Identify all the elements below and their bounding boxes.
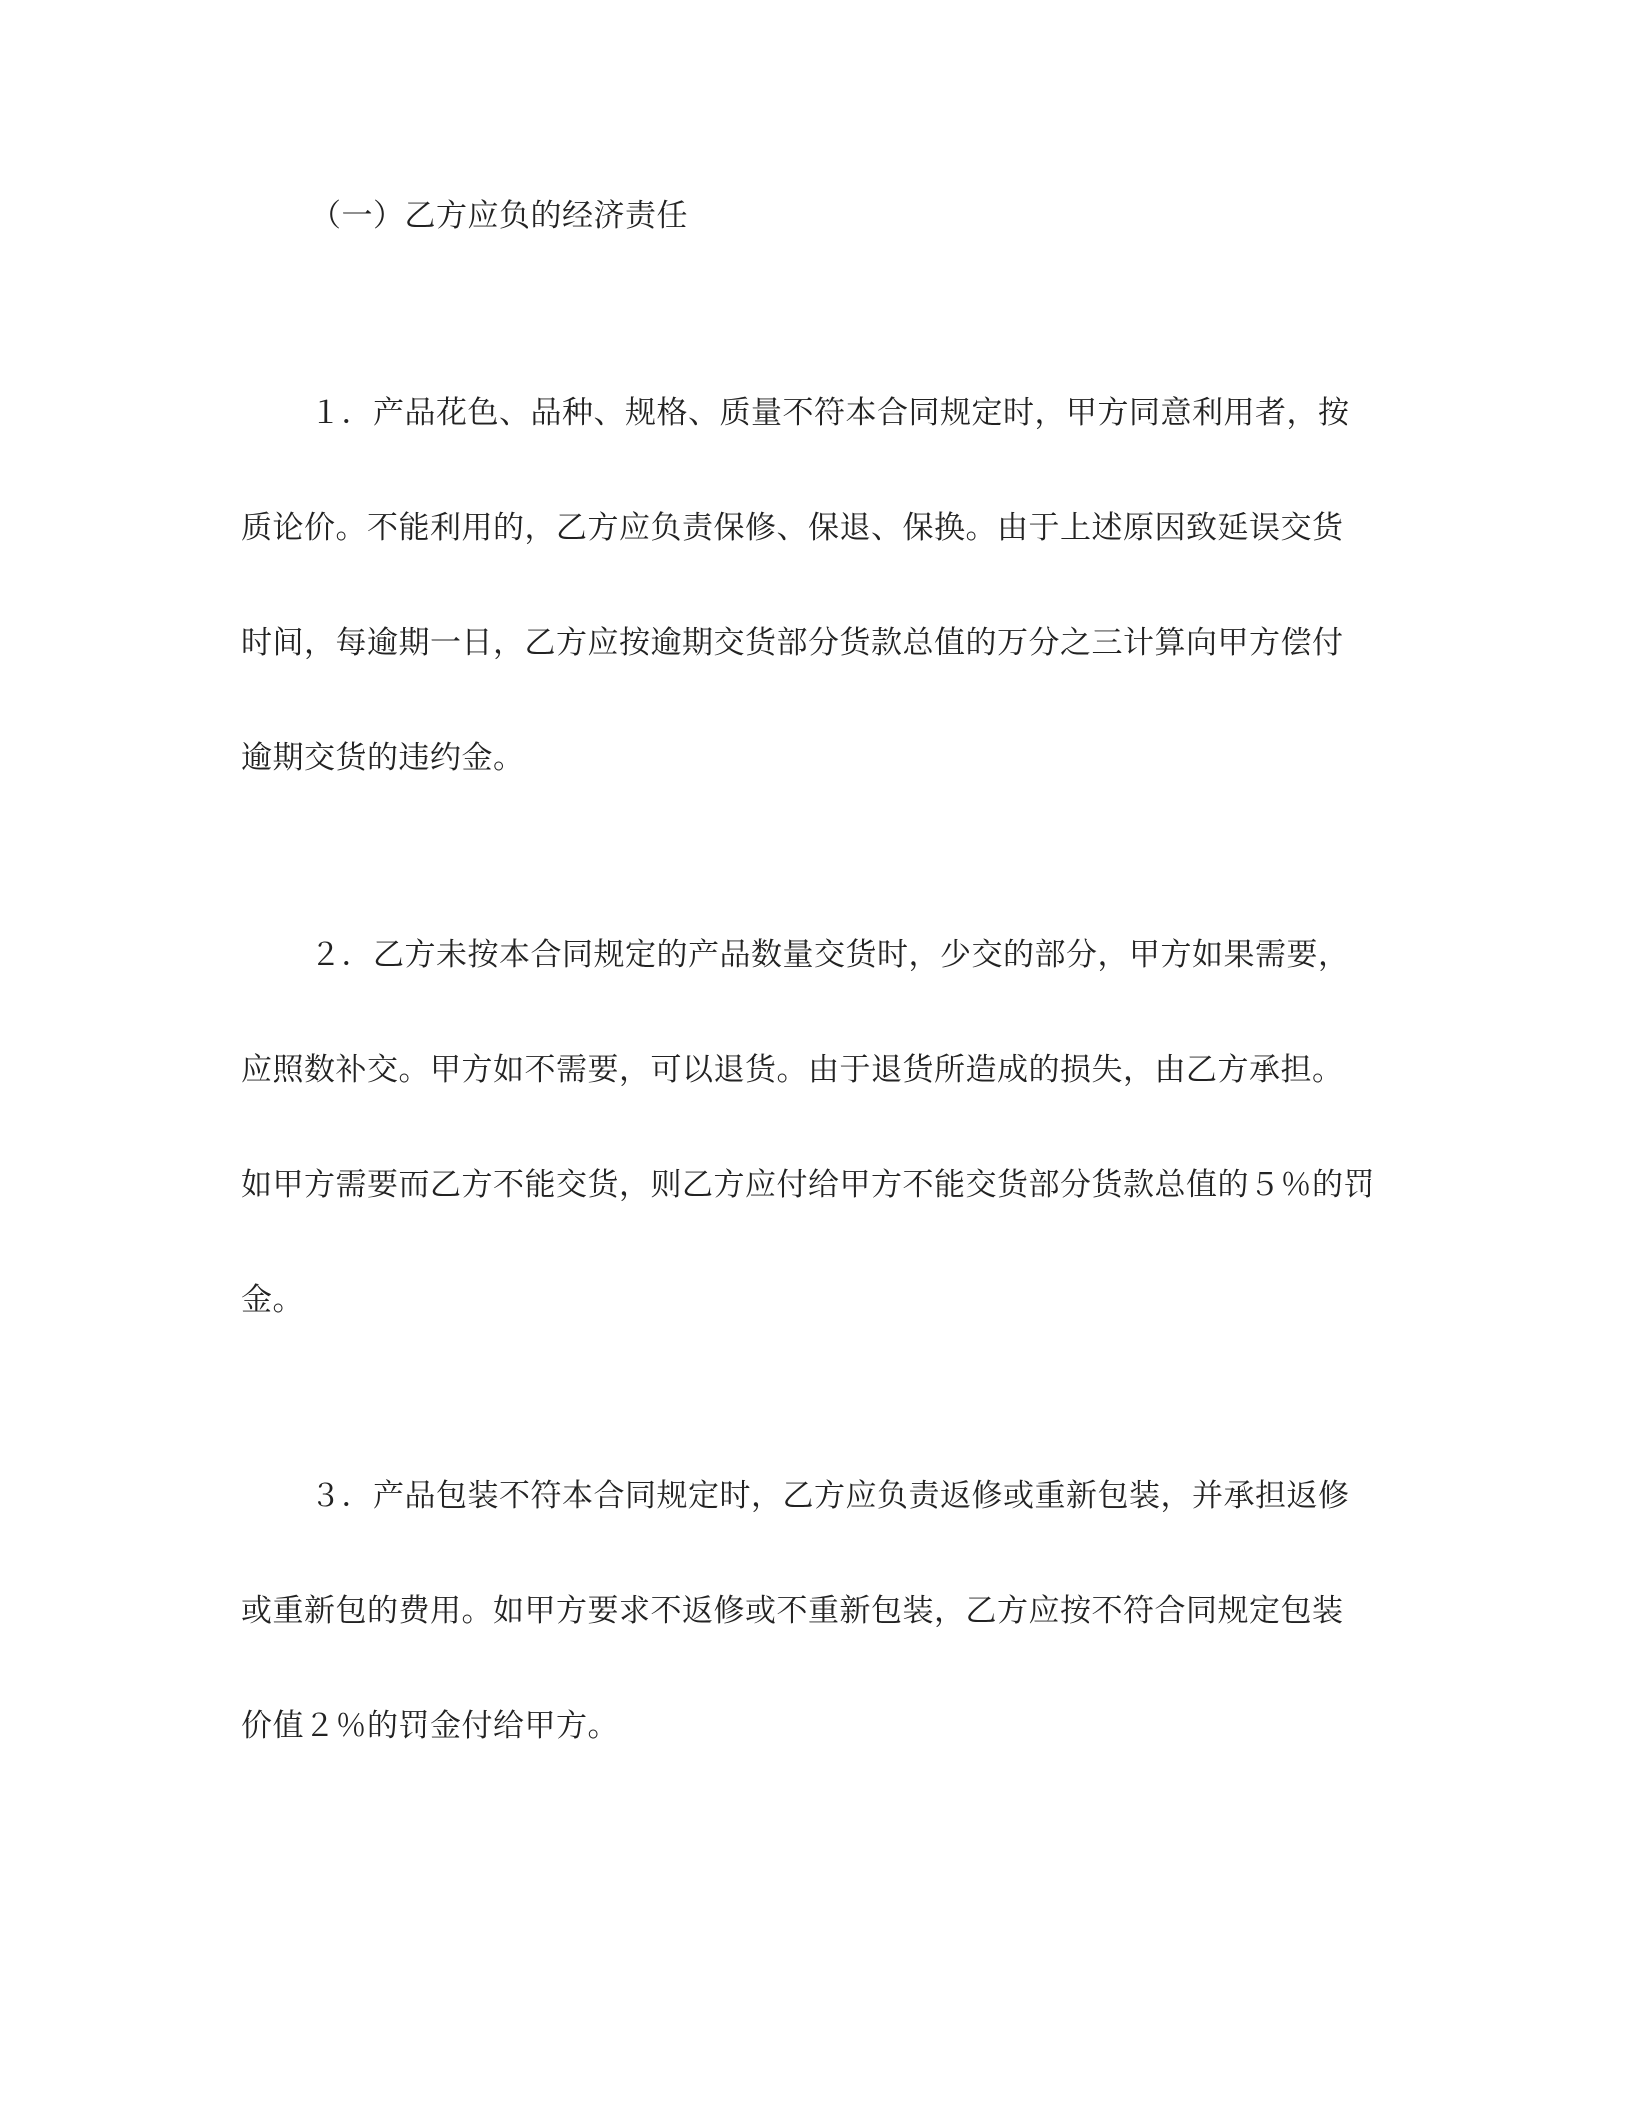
paragraph-line: 或重新包的费用。如甲方要求不返修或不重新包装，乙方应按不符合同规定包装 — [241, 1593, 1344, 1629]
paragraph-line: 金。 — [241, 1282, 304, 1318]
paragraph-line: 价值２％的罚金付给甲方。 — [241, 1708, 619, 1744]
paragraph-line: ３．产品包装不符本合同规定时，乙方应负责返修或重新包装，并承担返修 — [310, 1478, 1350, 1514]
paragraph-line: 质论价。不能利用的，乙方应负责保修、保退、保换。由于上述原因致延误交货 — [241, 510, 1344, 546]
paragraph-line: １．产品花色、品种、规格、质量不符本合同规定时，甲方同意利用者，按 — [310, 395, 1350, 431]
paragraph-line: ２．乙方未按本合同规定的产品数量交货时，少交的部分，甲方如果需要， — [310, 937, 1350, 973]
paragraph-line: 应照数补交。甲方如不需要，可以退货。由于退货所造成的损失，由乙方承担。 — [241, 1052, 1344, 1088]
paragraph-line: 时间，每逾期一日，乙方应按逾期交货部分货款总值的万分之三计算向甲方偿付 — [241, 625, 1344, 661]
paragraph-line: 逾期交货的违约金。 — [241, 740, 525, 776]
paragraph-line: 如甲方需要而乙方不能交货，则乙方应付给甲方不能交货部分货款总值的５％的罚 — [241, 1167, 1375, 1203]
section-heading: （一）乙方应负的经济责任 — [310, 198, 688, 234]
